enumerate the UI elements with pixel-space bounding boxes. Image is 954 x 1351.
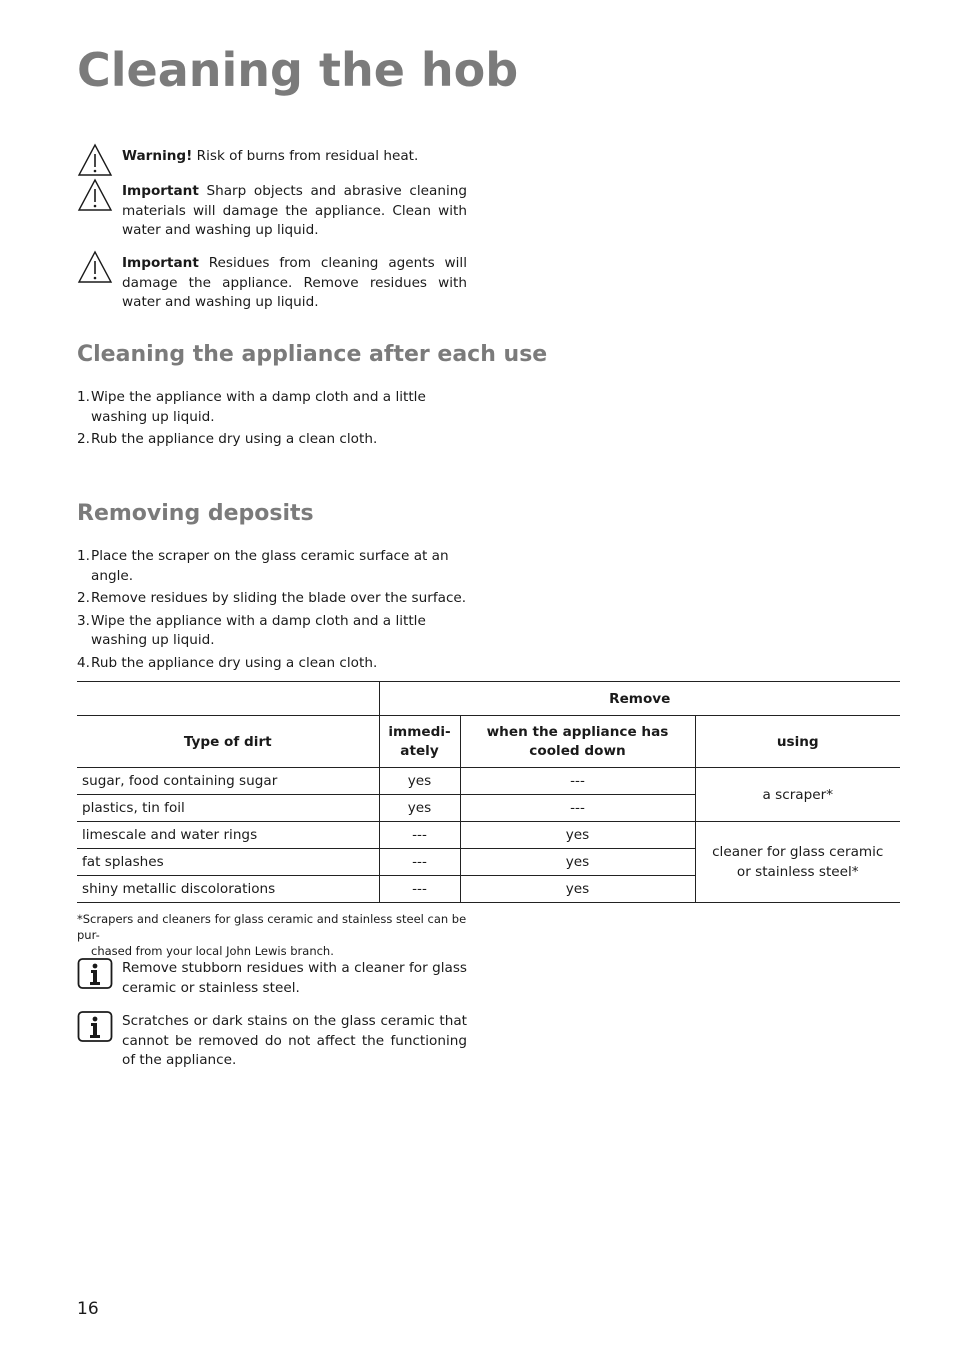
cell-immediately: yes [379, 768, 460, 795]
step-number: 4. [77, 654, 90, 671]
cell-type: sugar, food containing sugar [77, 768, 379, 795]
cell-cooled: yes [460, 822, 695, 849]
column-header-type: Type of dirt [77, 716, 379, 768]
step-text: Remove residues by sliding the blade over the surface. [91, 590, 467, 606]
step-number: 1. [77, 389, 90, 405]
cell-type: plastics, tin foil [77, 795, 379, 822]
cell-using: cleaner for glass ceramic or stainless steel* [695, 822, 900, 903]
cell-cooled: yes [460, 876, 695, 903]
important-label: Important [122, 183, 199, 199]
info-note [77, 959, 467, 998]
step-number: 3. [77, 612, 90, 629]
cell-cooled: --- [460, 795, 695, 822]
step-number: 2. [77, 431, 90, 447]
page-number: 16 [77, 1299, 99, 1319]
important-text: Sharp objects and abrasive cleaning materials will damage the appliance. Clean with water and washing up liquid. [122, 183, 467, 238]
footnote-line: chased from your local John Lewis branch. [91, 944, 334, 958]
cell-immediately: --- [379, 876, 460, 903]
table-row [77, 822, 900, 849]
list-item [77, 547, 467, 586]
warning-triangle-icon [77, 250, 113, 284]
cleaning-table [77, 681, 900, 903]
important-label: Important [122, 255, 199, 271]
cell-cooled: --- [460, 768, 695, 795]
important-notice [77, 182, 467, 241]
step-number: 2. [77, 590, 90, 606]
group-header: Remove [379, 682, 900, 716]
cell-immediately: --- [379, 822, 460, 849]
cell-type: limescale and water rings [77, 822, 379, 849]
important-text: Residues from cleaning agents will damage the appliance. Remove residues with water and washing up liquid. [122, 255, 467, 310]
warning-text: Risk of burns from residual heat. [192, 148, 419, 164]
list-item [77, 388, 467, 427]
info-text: Remove stubborn residues with a cleaner for glass ceramic or stainless steel. [122, 960, 467, 996]
steps-list [77, 547, 467, 676]
column-header-cooled: when the appliance has cooled down [460, 716, 695, 768]
section-heading: Cleaning the appliance after each use [77, 342, 548, 367]
info-note [77, 1012, 467, 1071]
list-item [77, 589, 467, 609]
step-text: Rub the appliance dry using a clean cloth. [91, 431, 378, 447]
steps-list [77, 388, 467, 453]
footnote [77, 911, 477, 959]
cell-type: fat splashes [77, 849, 379, 876]
table-row [77, 768, 900, 795]
step-number: 1. [77, 548, 90, 564]
warning-label: Warning! [122, 148, 193, 164]
footnote-line: *Scrapers and cleaners for glass ceramic and stainless steel can be pur- [77, 912, 467, 942]
info-icon [77, 1010, 113, 1044]
list-item [77, 654, 467, 674]
cell-immediately: --- [379, 849, 460, 876]
column-header-immediately: immedi- ately [379, 716, 460, 768]
cell-using: a scraper* [695, 768, 900, 822]
step-text: Wipe the appliance with a damp cloth and a little washing up liquid. [91, 612, 426, 648]
empty-header-cell [77, 682, 379, 716]
section-heading: Removing deposits [77, 501, 314, 526]
warning-triangle-icon [77, 143, 113, 177]
cell-immediately: yes [379, 795, 460, 822]
info-icon [77, 957, 113, 991]
step-text: Rub the appliance dry using a clean cloth. [91, 654, 378, 671]
list-item [77, 430, 467, 450]
warning-notice [77, 147, 467, 167]
step-text: Place the scraper on the glass ceramic surface at an angle. [91, 548, 449, 584]
step-text: Wipe the appliance with a damp cloth and a little washing up liquid. [91, 389, 426, 425]
warning-triangle-icon [77, 178, 113, 212]
important-notice [77, 254, 467, 313]
list-item [77, 612, 467, 651]
column-header-using: using [695, 716, 900, 768]
info-text: Scratches or dark stains on the glass ceramic that cannot be removed do not affect the functioning of the appliance. [122, 1013, 467, 1068]
cell-type: shiny metallic discolorations [77, 876, 379, 903]
page-title: Cleaning the hob [77, 43, 519, 97]
cell-cooled: yes [460, 849, 695, 876]
